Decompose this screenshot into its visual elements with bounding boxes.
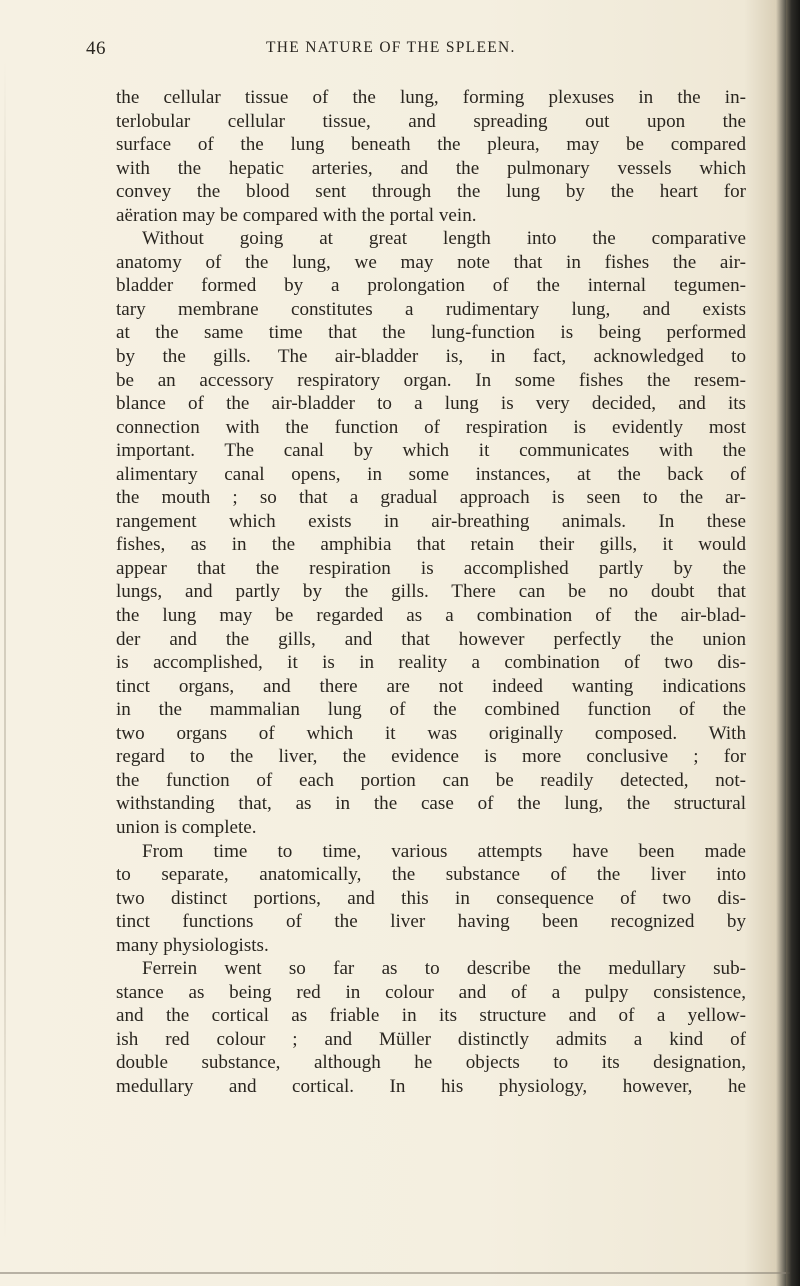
text-line: ish red colour ; and Müller distinctly admits a kind of bbox=[116, 1028, 746, 1050]
text-line: withstanding that, as in the case of the lung, the structural bbox=[116, 793, 746, 815]
text-line: by the gills. The air-bladder is, in fact, acknowledged to bbox=[116, 346, 746, 368]
text-line: Without going at great length into the comparative bbox=[142, 228, 746, 250]
page-number: 46 bbox=[86, 38, 106, 59]
text-line: Ferrein went so far as to describe the medullary sub- bbox=[142, 958, 746, 980]
text-line: two organs of which it was originally composed. With bbox=[116, 722, 746, 744]
text-line: anatomy of the lung, we may note that in fishes the air- bbox=[116, 251, 746, 273]
text-line: der and the gills, and that however perfectly the union bbox=[116, 628, 746, 650]
text-line: alimentary canal opens, in some instances, at the back of bbox=[116, 463, 746, 485]
text-line: the mouth ; so that a gradual approach is seen to the ar- bbox=[116, 487, 746, 509]
text-line: is accomplished, it is in reality a combination of two dis- bbox=[116, 652, 746, 674]
text-line: and the cortical as friable in its structure and of a yellow- bbox=[116, 1005, 746, 1027]
text-line: From time to time, various attempts have been made bbox=[142, 840, 746, 862]
text-line: two distinct portions, and this in consequence of two dis- bbox=[116, 887, 746, 909]
binding-shadow bbox=[4, 60, 6, 1240]
text-line: blance of the air-bladder to a lung is very decided, and its bbox=[116, 393, 746, 415]
text-line: medullary and cortical. In his physiology, however, he bbox=[116, 1075, 746, 1097]
text-line: lungs, and partly by the gills. There can be no doubt that bbox=[116, 581, 746, 603]
text-line: to separate, anatomically, the substance of the liver into bbox=[116, 864, 746, 886]
text-line: many physiologists. bbox=[116, 934, 269, 956]
text-line: regard to the liver, the evidence is more conclusive ; for bbox=[116, 746, 746, 768]
running-head bbox=[86, 38, 736, 62]
text-line: aëration may be compared with the portal vein. bbox=[116, 204, 477, 226]
text-line: the lung may be regarded as a combination of the air-blad- bbox=[116, 605, 746, 627]
page-bottom-edge bbox=[0, 1272, 790, 1274]
text-line: surface of the lung beneath the pleura, may be compared bbox=[116, 134, 746, 156]
text-line: terlobular cellular tissue, and spreading out upon the bbox=[116, 110, 746, 132]
text-line: fishes, as in the amphibia that retain their gills, it would bbox=[116, 534, 746, 556]
text-line: double substance, although he objects to its designation, bbox=[116, 1052, 746, 1074]
text-line: the function of each portion can be readily detected, not- bbox=[116, 769, 746, 791]
text-line: connection with the function of respiration is evidently most bbox=[116, 416, 746, 438]
text-line: with the hepatic arteries, and the pulmonary vessels which bbox=[116, 157, 746, 179]
text-line: convey the blood sent through the lung by the heart for bbox=[116, 181, 746, 203]
page-edge-shadow bbox=[786, 0, 800, 1286]
text-line: tinct organs, and there are not indeed wanting indications bbox=[116, 675, 746, 697]
text-line: the cellular tissue of the lung, forming plexuses in the in- bbox=[116, 87, 746, 108]
body-text bbox=[116, 86, 746, 1099]
text-line: tary membrane constitutes a rudimentary lung, and exists bbox=[116, 298, 746, 320]
text-line: stance as being red in colour and of a pulpy consistence, bbox=[116, 981, 746, 1003]
text-line: at the same time that the lung-function is being performed bbox=[116, 322, 746, 344]
text-line: bladder formed by a prolongation of the internal tegumen- bbox=[116, 275, 746, 297]
text-line: be an accessory respiratory organ. In some fishes the resem- bbox=[116, 369, 746, 391]
text-line: appear that the respiration is accomplished partly by the bbox=[116, 557, 746, 579]
text-line: important. The canal by which it communicates with the bbox=[116, 440, 746, 462]
text-line: in the mammalian lung of the combined function of the bbox=[116, 699, 746, 721]
running-title: THE NATURE OF THE SPLEEN. bbox=[266, 39, 516, 56]
text-line: union is complete. bbox=[116, 816, 257, 838]
text-line: tinct functions of the liver having been recognized by bbox=[116, 911, 746, 933]
text-line: rangement which exists in air-breathing animals. In these bbox=[116, 510, 746, 532]
